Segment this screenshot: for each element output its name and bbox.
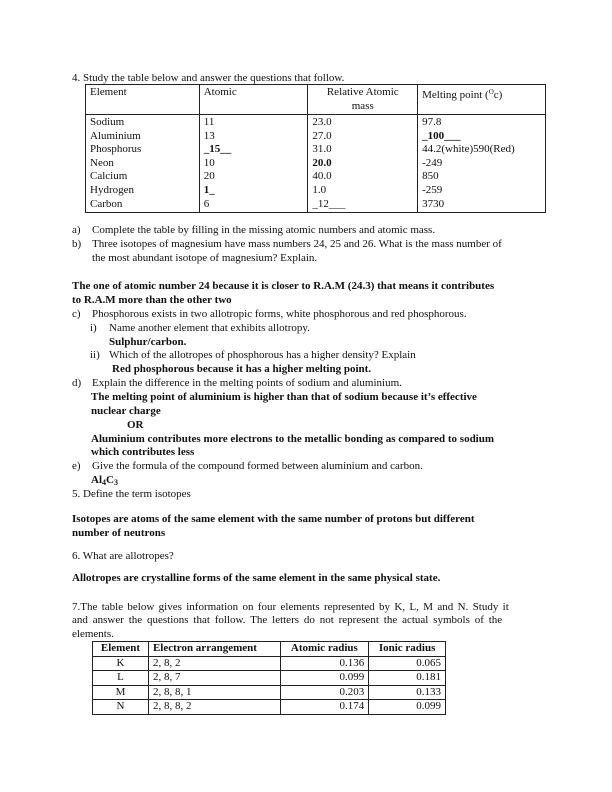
- table-row: [86, 198, 546, 213]
- cell-ionic-radius: 0.133: [369, 685, 446, 700]
- answer-5-line2: number of neutrons: [72, 527, 166, 539]
- cell-melting: 44.2(white)590(Red): [418, 143, 546, 157]
- cell-element: Calcium: [86, 170, 200, 184]
- cell-mass-answer: _12___: [308, 198, 418, 213]
- question-4d: d) Explain the difference in the melting points of sodium and aluminium.: [72, 377, 402, 389]
- answer-4c-i: Sulphur/carbon.: [109, 336, 187, 348]
- question-4c-i: i) Name another element that exhibits allotropy.: [90, 322, 310, 334]
- answer-4d-alt-line1: Aluminium contributes more electrons to the metallic bonding as compared to sodium: [91, 433, 495, 445]
- cell-arrangement: 2, 8, 7: [148, 671, 280, 686]
- cell-ionic-radius: 0.065: [369, 656, 446, 671]
- cell-element: Neon: [86, 157, 200, 171]
- cell-atomic: 13: [199, 130, 308, 144]
- kl-mn-elements-table: [92, 641, 446, 715]
- answer-4b-line1: The one of atomic number 24 because it is closer to R.A.M (24.3) that means it contributes: [72, 280, 495, 292]
- table-row: [86, 143, 546, 157]
- header-atomic-radius: Atomic radius: [280, 642, 369, 657]
- question-7-line2: and answer the questions that follow. The letters do not represent the actual symbols of the: [72, 614, 503, 626]
- answer-4e-formula: $Al_4C_3$: [91, 474, 118, 487]
- question-5: 5. Define the term isotopes: [72, 488, 191, 500]
- question-7-line1: 7.The table below gives information on four elements represented by K, L, M and N. Study it: [72, 601, 509, 613]
- cell-atomic-radius: 0.174: [280, 700, 369, 715]
- table-row: [86, 115, 546, 130]
- table-header-row: [86, 85, 546, 115]
- answer-5-line1: Isotopes are atoms of the same element with the same number of protons but different: [72, 513, 475, 525]
- cell-mass: 27.0: [308, 130, 418, 144]
- header-element: Element: [93, 642, 149, 657]
- cell-melting: 850: [418, 170, 546, 184]
- cell-atomic-answer: 1_: [199, 184, 308, 198]
- cell-element: L: [93, 671, 149, 686]
- table-row: [93, 656, 446, 671]
- answer-4d-line1: The melting point of aluminium is higher than that of sodium because it’s effective: [91, 391, 477, 403]
- question-4c: c) Phosphorous exists in two allotropic forms, white phosphorous and red phosphorous.: [72, 308, 467, 320]
- cell-arrangement: 2, 8, 8, 2: [148, 700, 280, 715]
- header-ionic-radius: Ionic radius: [369, 642, 446, 657]
- header-relative-atomic-mass: Relative Atomic mass: [308, 85, 418, 115]
- cell-mass-answer: 20.0: [308, 157, 418, 171]
- cell-melting: -249: [418, 157, 546, 171]
- table-row: [86, 130, 546, 144]
- answer-6: Allotropes are crystalline forms of the same element in the same physical state.: [72, 572, 441, 584]
- cell-element: Carbon: [86, 198, 200, 213]
- cell-ionic-radius: 0.181: [369, 671, 446, 686]
- table-row: [86, 157, 546, 171]
- question-4a: a) Complete the table by filling in the missing atomic numbers and atomic mass.: [72, 224, 436, 236]
- cell-mass: 23.0: [308, 115, 418, 130]
- answer-4b-line2: to R.A.M more than the other two: [72, 294, 232, 306]
- cell-element: K: [93, 656, 149, 671]
- table-row: [86, 184, 546, 198]
- cell-mass: 1.0: [308, 184, 418, 198]
- cell-atomic: 20: [199, 170, 308, 184]
- elements-table: [85, 84, 546, 213]
- answer-4d-line2: nuclear charge: [91, 405, 161, 417]
- question-4b-line2: the most abundant isotope of magnesium? Explain.: [92, 252, 318, 264]
- cell-melting: -259: [418, 184, 546, 198]
- answer-4d-alt-line2: which contributes less: [91, 446, 195, 458]
- cell-element: M: [93, 685, 149, 700]
- cell-element: Aluminium: [86, 130, 200, 144]
- cell-ionic-radius: 0.099: [369, 700, 446, 715]
- cell-atomic-radius: 0.136: [280, 656, 369, 671]
- table-row: [86, 170, 546, 184]
- cell-melting-answer: _100___: [418, 130, 546, 144]
- cell-melting: 3730: [418, 198, 546, 213]
- question-4e: e) Give the formula of the compound formed between aluminium and carbon.: [72, 460, 423, 472]
- question-7-line3: elements.: [72, 628, 114, 640]
- header-element: Element: [86, 85, 200, 115]
- cell-arrangement: 2, 8, 8, 1: [148, 685, 280, 700]
- question-4b: b) Three isotopes of magnesium have mass numbers 24, 25 and 26. What is the mass number of: [72, 238, 502, 250]
- table-row: [93, 685, 446, 700]
- cell-mass: 31.0: [308, 143, 418, 157]
- cell-atomic: 10: [199, 157, 308, 171]
- q4-title: 4. Study the table below and answer the questions that follow.: [72, 72, 345, 84]
- table-header-row: [93, 642, 446, 657]
- cell-element: N: [93, 700, 149, 715]
- question-6: 6. What are allotropes?: [72, 550, 174, 562]
- question-4c-ii: ii) Which of the allotropes of phosphorous has a higher density? Explain: [90, 349, 416, 361]
- header-melting-point: Melting point ($^O$c): [418, 85, 546, 115]
- cell-element: Hydrogen: [86, 184, 200, 198]
- table-row: [93, 700, 446, 715]
- cell-atomic-radius: 0.099: [280, 671, 369, 686]
- cell-atomic-radius: 0.203: [280, 685, 369, 700]
- table-row: [93, 671, 446, 686]
- cell-atomic: 11: [199, 115, 308, 130]
- cell-element: Phosphorus: [86, 143, 200, 157]
- cell-atomic-answer: _15__: [199, 143, 308, 157]
- cell-arrangement: 2, 8, 2: [148, 656, 280, 671]
- cell-atomic: 6: [199, 198, 308, 213]
- header-electron-arrangement: Electron arrangement: [148, 642, 280, 657]
- answer-4c-ii: Red phosphorous because it has a higher melting point.: [112, 363, 372, 375]
- answer-4d-or: OR: [127, 419, 144, 431]
- header-atomic: Atomic: [199, 85, 308, 115]
- cell-mass: 40.0: [308, 170, 418, 184]
- cell-melting: 97.8: [418, 115, 546, 130]
- cell-element: Sodium: [86, 115, 200, 130]
